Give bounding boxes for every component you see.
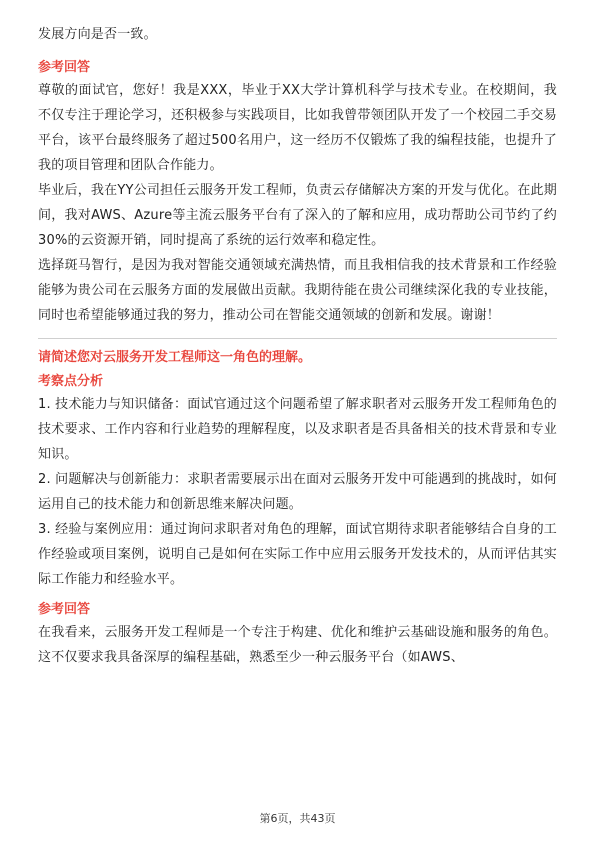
answer-paragraph: 尊敬的面试官，您好！我是XXX，毕业于XX大学计算机科学与技术专业。在校期间，我不仅专注于理论学习，还积极参与实践项目，比如我曾带领团队开发了一个校园二手交易平台，该平台最终服务了超过500名用户，这一经历不仅锻炼了我的编程技能，也提升了我的项目管理和团队合作能力。: [38, 83, 557, 173]
analysis-point: 2. 问题解决与创新能力：求职者需要展示出在面对云服务开发中可能遇到的挑战时，如何运用自己的技术能力和创新思维来解决问题。: [38, 472, 557, 512]
analysis-point: 3. 经验与案例应用：通过询问求职者对角色的理解，面试官期待求职者能够结合自身的工作经验或项目案例，说明自己是如何在实际工作中应用云服务开发技术的，从而评估其实际工作能力和经验水平。: [38, 522, 557, 587]
reference-answer-label: 参考回答: [38, 602, 91, 617]
analysis-label: 考察点分析: [38, 374, 104, 389]
answer-paragraph: 选择斑马智行，是因为我对智能交通领域充满热情，而且我相信我的技术背景和工作经验能够为贵公司在云服务方面的发展做出贡献。我期待能在贵公司继续深化我的专业技能，同时也希望能够通过我的努力，推动公司在智能交通领域的创新和发展。谢谢！: [38, 258, 557, 323]
page-footer: 第6页，共43页: [259, 812, 336, 825]
intro-continuation: 发展方向是否一致。: [38, 27, 157, 42]
answer-paragraph: 在我看来，云服务开发工程师是一个专注于构建、优化和维护云基础设施和服务的角色。这不仅要求我具备深厚的编程基础，熟悉至少一种云服务平台（如AWS、: [38, 625, 557, 665]
reference-answer-label: 参考回答: [38, 60, 91, 75]
question-title: 请简述您对云服务开发工程师这一角色的理解。: [38, 350, 312, 365]
section-divider: [38, 338, 557, 339]
spacer: [38, 592, 557, 600]
answer-paragraph: 毕业后，我在YY公司担任云服务开发工程师，负责云存储解决方案的开发与优化。在此期间，我对AWS、Azure等主流云服务平台有了深入的了解和应用，成功帮助公司节约了约30%的云资源开销，同时提高了系统的运行效率和稳定性。: [38, 183, 557, 248]
analysis-point: 1. 技术能力与知识储备：面试官通过这个问题希望了解求职者对云服务开发工程师角色的技术要求、工作内容和行业趋势的理解程度，以及求职者是否具备相关的技术背景和专业知识。: [38, 397, 557, 462]
